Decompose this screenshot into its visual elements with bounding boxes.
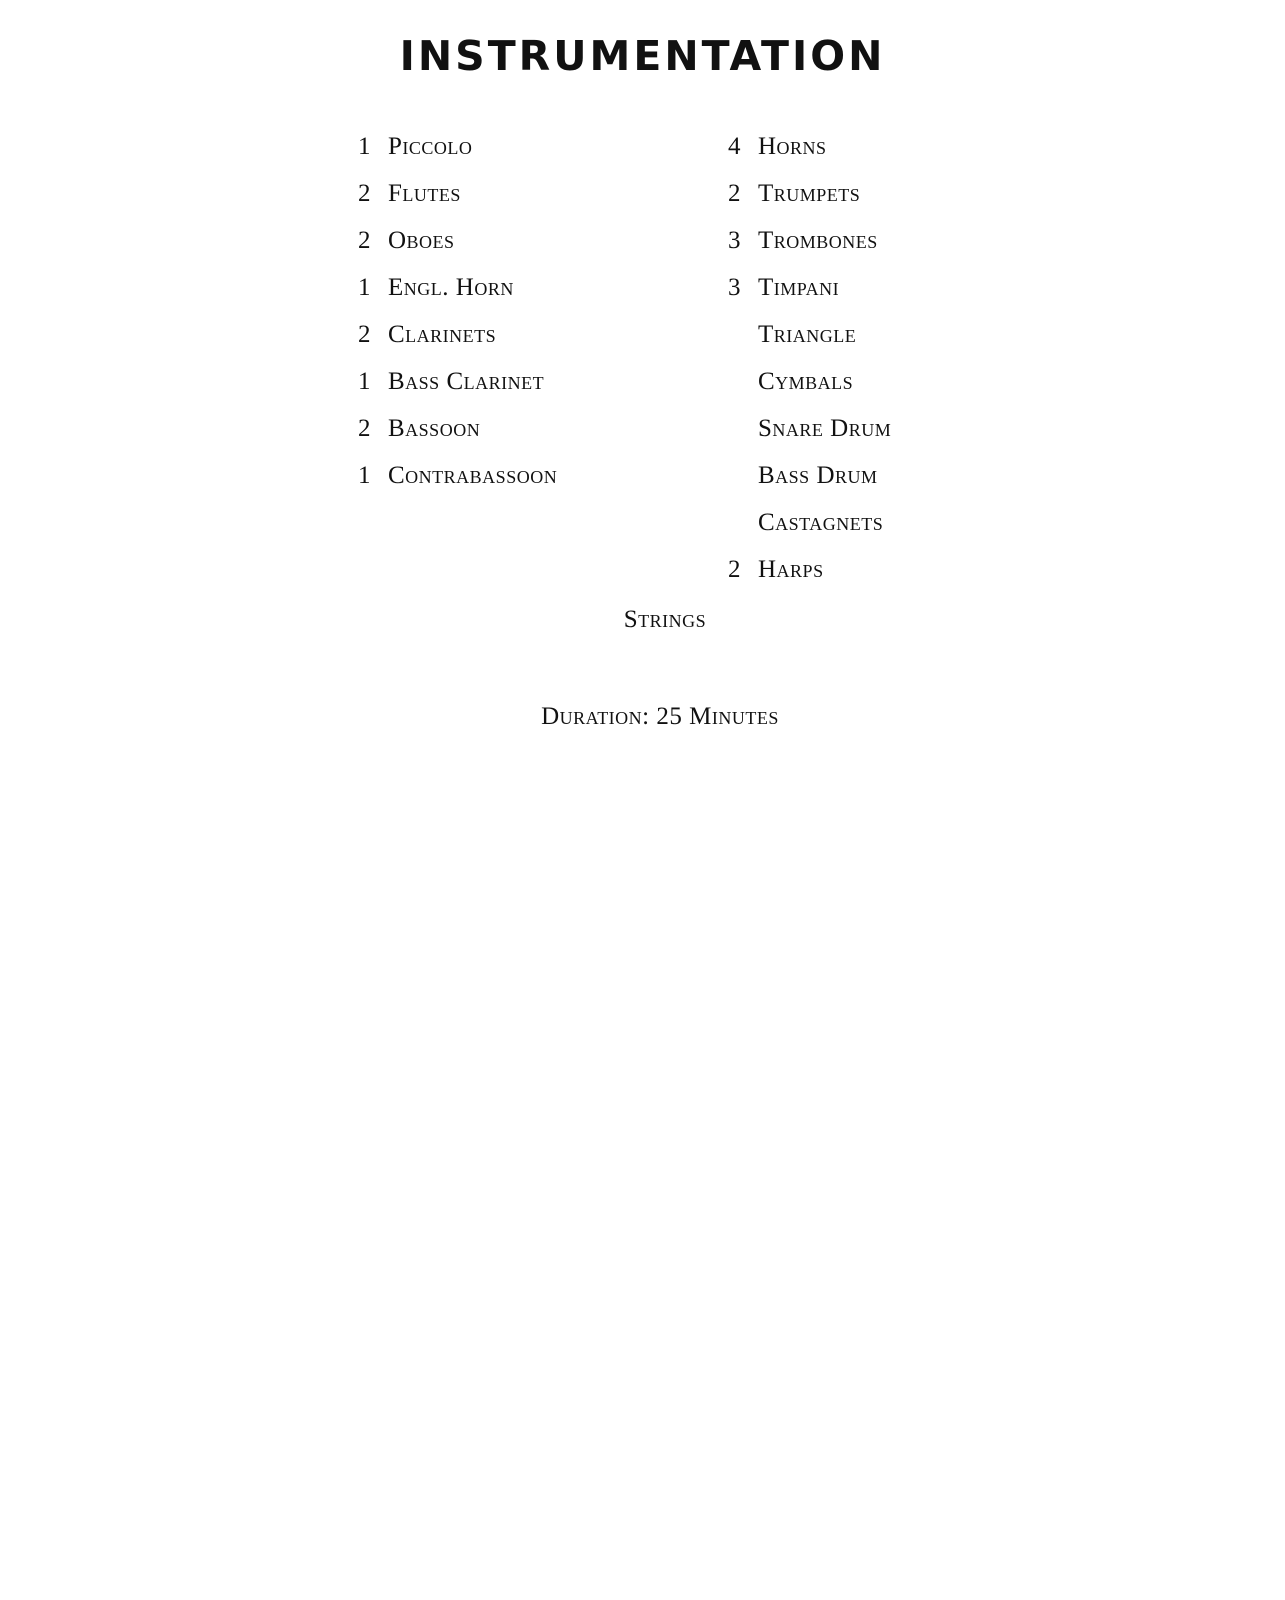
instrument-row — [358, 405, 678, 452]
instrument-name: Cymbals — [758, 368, 854, 395]
instrument-name: Bass Drum — [758, 462, 878, 489]
instrument-name: Bass Clarinet — [388, 368, 545, 395]
instrument-row — [728, 452, 1048, 499]
instrument-row — [728, 405, 1048, 452]
instrument-row — [728, 123, 1048, 170]
instrument-qty: 2 — [358, 227, 371, 254]
instrument-qty: 2 — [358, 415, 371, 442]
instrument-name: Harps — [758, 556, 824, 583]
instrument-name: Piccolo — [388, 133, 473, 160]
strings-label: Strings — [623, 606, 707, 633]
instrument-row — [358, 123, 678, 170]
instrument-row — [358, 170, 678, 217]
duration-line — [0, 697, 1285, 737]
instrument-name: Horns — [758, 133, 827, 160]
page-title: INSTRUMENTATION — [399, 32, 886, 80]
instrument-row — [358, 452, 678, 499]
instrument-name: Engl. Horn — [388, 274, 514, 301]
instrument-row — [728, 499, 1048, 546]
instrument-qty: 2 — [728, 180, 741, 207]
instrument-name: Trombones — [758, 227, 878, 254]
instrument-name: Clarinets — [388, 321, 497, 348]
instrument-row — [728, 546, 1048, 593]
instrument-row — [728, 170, 1048, 217]
instrument-name: Trumpets — [758, 180, 861, 207]
instrument-qty: 3 — [728, 274, 741, 301]
instrument-qty: 2 — [358, 180, 371, 207]
instrument-row — [728, 264, 1048, 311]
instrument-row — [728, 358, 1048, 405]
instrument-name: Contrabassoon — [388, 462, 558, 489]
instrument-row — [728, 311, 1048, 358]
instrument-row — [358, 217, 678, 264]
instrument-qty: 4 — [728, 133, 741, 160]
instrument-qty: 3 — [728, 227, 741, 254]
duration-label: Duration: — [541, 703, 650, 730]
instrument-row — [358, 358, 678, 405]
instrument-row — [358, 264, 678, 311]
instrument-qty: 1 — [358, 462, 371, 489]
instrument-qty: 2 — [728, 556, 741, 583]
instrument-name: Bassoon — [388, 415, 481, 442]
woodwinds-list — [358, 123, 678, 499]
instrument-name: Oboes — [388, 227, 455, 254]
duration-unit: Minutes — [689, 703, 779, 730]
instrument-name: Flutes — [388, 180, 461, 207]
instrument-qty: 1 — [358, 368, 371, 395]
instrument-qty: 1 — [358, 274, 371, 301]
instrument-row — [728, 217, 1048, 264]
instrument-name: Castagnets — [758, 509, 884, 536]
instrument-qty: 1 — [358, 133, 371, 160]
instrument-name: Triangle — [758, 321, 857, 348]
instrument-name: Timpani — [758, 274, 840, 301]
duration-value: 25 — [656, 703, 683, 730]
brass-percussion-list — [728, 123, 1048, 593]
instrument-qty: 2 — [358, 321, 371, 348]
instrument-row — [358, 311, 678, 358]
instrument-name: Snare Drum — [758, 415, 892, 442]
